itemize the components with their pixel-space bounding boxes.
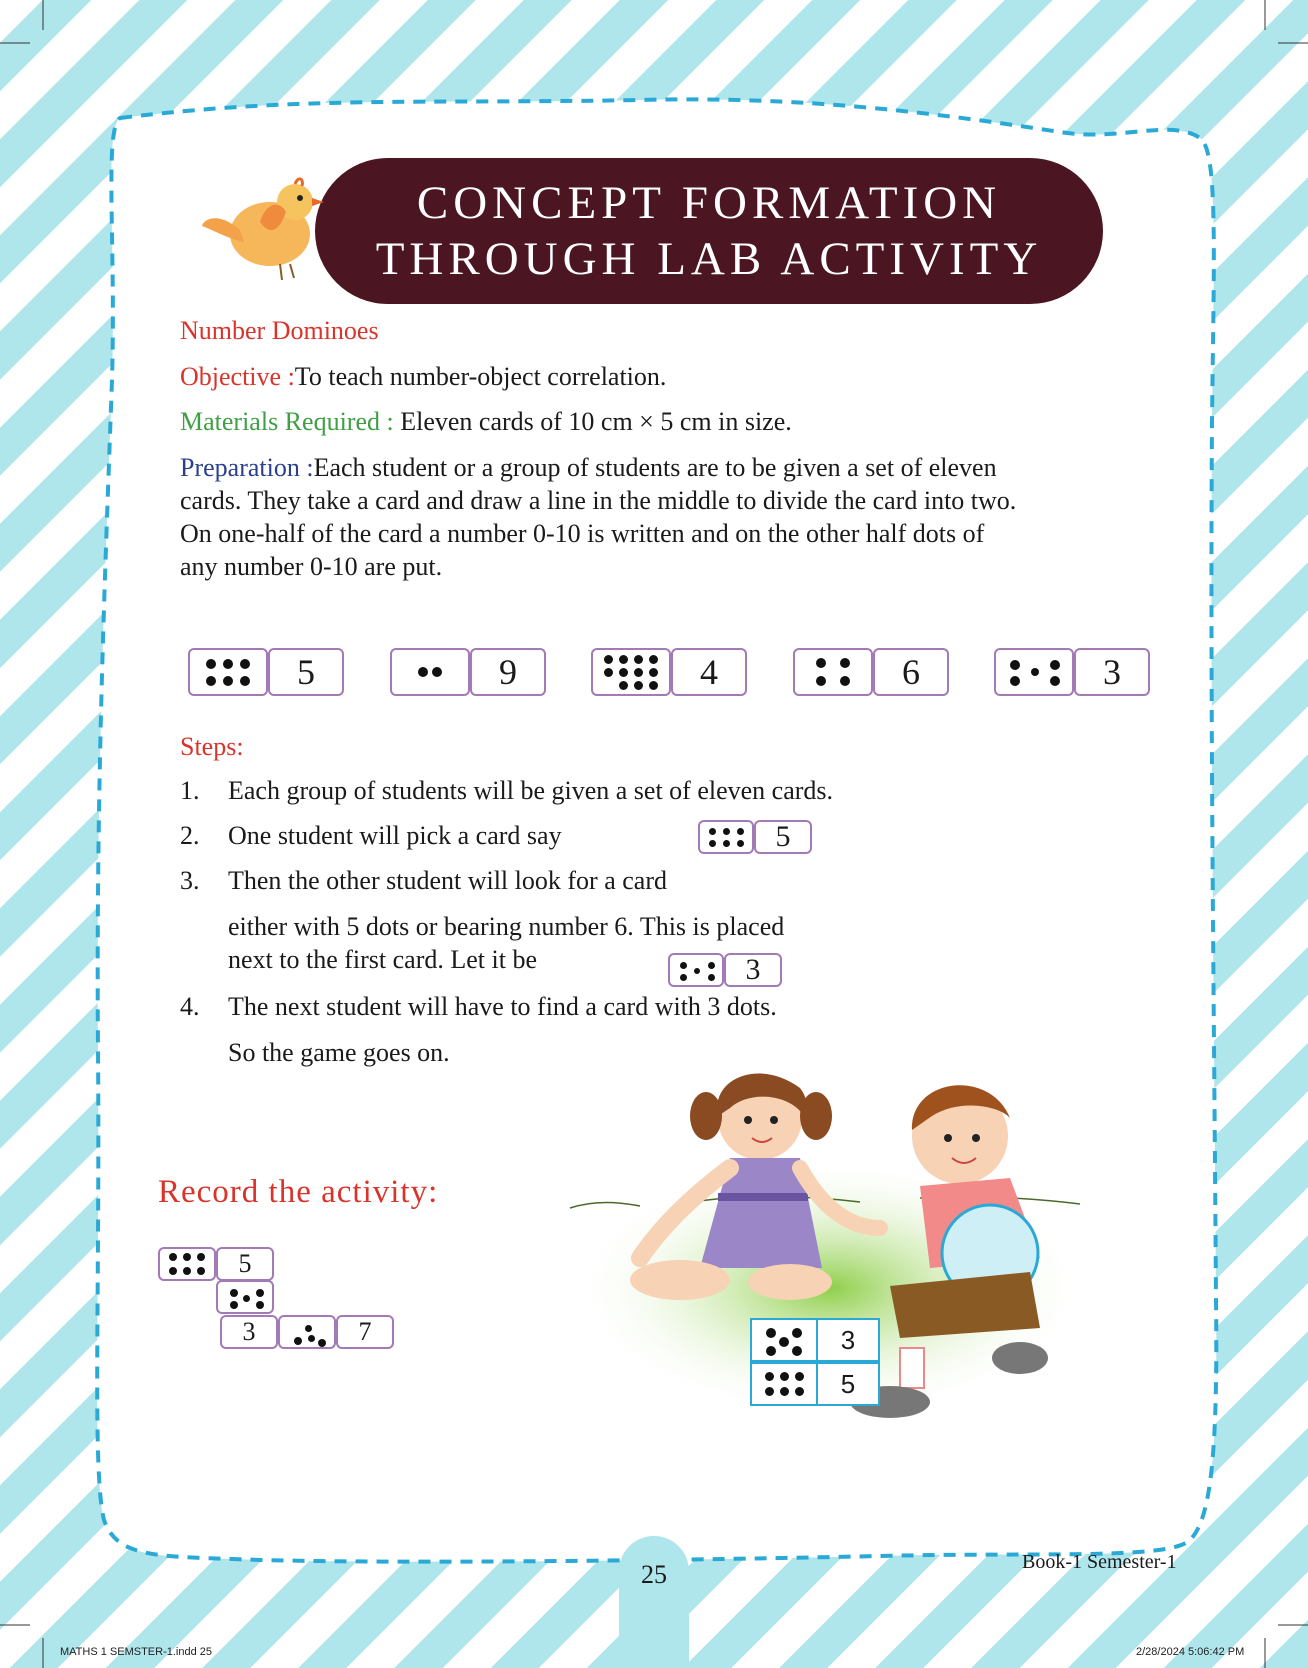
step-number: 2. xyxy=(180,821,200,850)
inline-domino-card xyxy=(698,820,812,854)
record-domino-2 xyxy=(216,1280,274,1314)
preparation-row xyxy=(180,451,997,484)
domino-number: 3 xyxy=(840,1324,856,1355)
illustration-card-top xyxy=(750,1318,880,1362)
preparation-line-4: any number 0-10 are put. xyxy=(180,552,443,581)
domino-card xyxy=(793,648,949,696)
preparation-line-3: On one-half of the card a number 0-10 is written and on the other half dots of xyxy=(180,519,985,548)
domino-dots xyxy=(591,648,671,696)
page-number: 25 xyxy=(619,1536,689,1668)
domino-number: 5 xyxy=(268,648,344,696)
domino-dots xyxy=(752,1364,818,1404)
preparation-line-1: Each student or a group of students are to be given a set of eleven xyxy=(313,453,997,482)
domino-dots xyxy=(994,648,1074,696)
section-banner xyxy=(315,158,1103,304)
activity-title: Number Dominoes xyxy=(180,316,379,345)
domino-dots xyxy=(668,953,724,987)
domino-number: 7 xyxy=(336,1315,394,1349)
step-number: 3. xyxy=(180,866,200,895)
step-3-line-3: next to the first card. Let it be xyxy=(228,945,538,974)
domino-dots xyxy=(793,648,873,696)
materials-label: Materials Required : xyxy=(180,407,394,436)
step-3-line-2: either with 5 dots or bearing number 6. This is placed xyxy=(228,912,785,941)
bird-icon xyxy=(200,172,330,284)
record-heading: Record the activity: xyxy=(158,1174,439,1210)
step-text: Each group of students will be given a set of eleven cards. xyxy=(228,776,834,805)
steps-heading: Steps: xyxy=(180,732,244,761)
domino-dots xyxy=(216,1280,274,1314)
step-number: 1. xyxy=(180,776,200,805)
objective-label: Objective : xyxy=(180,362,295,391)
banner-line-2: THROUGH LAB ACTIVITY xyxy=(375,233,1043,285)
domino-number: 5 xyxy=(216,1247,274,1281)
step-item xyxy=(180,774,1080,807)
materials-text: Eleven cards of 10 cm × 5 cm in size. xyxy=(400,407,792,436)
domino-number: 3 xyxy=(1074,648,1150,696)
book-label: Book-1 Semester-1 xyxy=(1022,1551,1177,1573)
domino-dots xyxy=(278,1315,336,1349)
record-domino-3 xyxy=(220,1315,394,1349)
footer-timestamp: 2/28/2024 5:06:42 PM xyxy=(1136,1646,1245,1658)
domino-dots xyxy=(698,820,754,854)
domino-number: 6 xyxy=(873,648,949,696)
domino-number: 3 xyxy=(220,1315,278,1349)
domino-card xyxy=(390,648,546,696)
domino-card xyxy=(994,648,1150,696)
illustration-card-bottom xyxy=(750,1362,880,1406)
step-text: Then the other student will look for a card xyxy=(228,866,667,895)
step-item xyxy=(180,819,1080,852)
preparation-line-2: cards. They take a card and draw a line in the middle to divide the card into two. xyxy=(180,486,1017,515)
domino-number: 5 xyxy=(840,1368,856,1399)
record-domino-1 xyxy=(158,1247,274,1281)
preparation-label: Preparation : xyxy=(180,453,314,482)
step-4-line-2: So the game goes on. xyxy=(228,1038,450,1067)
objective-text: To teach number-object correlation. xyxy=(294,362,667,391)
materials-row xyxy=(180,405,792,438)
step-item xyxy=(180,990,1080,1023)
domino-number: 4 xyxy=(671,648,747,696)
footer-file-info: MATHS 1 SEMSTER-1.indd 25 xyxy=(60,1646,213,1658)
step-text: The next student will have to find a card with 3 dots. xyxy=(228,992,777,1021)
domino-number: 3 xyxy=(724,953,782,987)
step-number: 4. xyxy=(180,992,200,1021)
domino-number: 9 xyxy=(470,648,546,696)
step-item xyxy=(180,864,1080,897)
domino-number: 5 xyxy=(754,820,812,854)
inline-domino-card xyxy=(668,953,782,987)
domino-dots xyxy=(752,1320,818,1360)
domino-dots xyxy=(390,648,470,696)
step-text: One student will pick a card say xyxy=(228,821,562,850)
domino-dots xyxy=(188,648,268,696)
domino-card xyxy=(188,648,344,696)
objective-row xyxy=(180,360,666,393)
domino-dots xyxy=(158,1247,216,1281)
domino-card xyxy=(591,648,747,696)
banner-line-1: CONCEPT FORMATION xyxy=(416,177,1002,229)
